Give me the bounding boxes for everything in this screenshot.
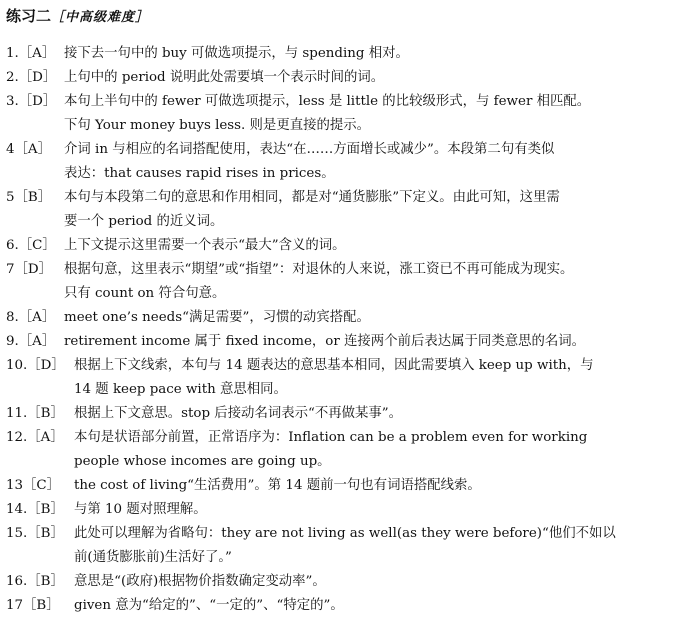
answer-number: 5［B］ <box>6 190 52 205</box>
explanation-line: the cost of living“生活费用”。第 14 题前一句也有词语搭配线索。 <box>74 478 481 493</box>
explanation-line: 本句上半句中的 fewer 可做选项提示，less 是 little 的比较级形式，与 fewer 相匹配。 <box>64 94 591 109</box>
answer-explanation <box>74 594 682 618</box>
answer-explanation <box>64 138 682 186</box>
answer-item <box>6 522 682 570</box>
answer-item <box>6 330 682 354</box>
explanation-line: given 意为“给定的”、“一定的”、“特定的”。 <box>74 598 344 613</box>
answer-explanation <box>74 570 682 594</box>
answer-item <box>6 234 682 258</box>
answer-number: 1.［A］ <box>6 46 56 61</box>
explanation-line: 14 题 keep pace with 意思相同。 <box>74 382 287 397</box>
answer-number: 15.［B］ <box>6 526 64 541</box>
answer-item <box>6 66 682 90</box>
explanation-line: 此处可以理解为省略句：they are not living as well(as they were before)“他们不如以 <box>74 526 616 541</box>
answer-number: 7［D］ <box>6 262 53 277</box>
answer-explanation <box>74 354 682 402</box>
answer-explanation <box>64 186 682 234</box>
answer-number: 10.［D］ <box>6 358 65 373</box>
answer-explanation <box>74 522 682 570</box>
answer-item <box>6 498 682 522</box>
section-header <box>6 6 682 28</box>
answer-explanation <box>74 498 682 522</box>
answer-number: 12.［A］ <box>6 430 64 445</box>
answer-explanation <box>64 42 682 66</box>
answer-item <box>6 186 682 234</box>
answer-number: 11.［B］ <box>6 406 64 421</box>
answer-number: 2.［D］ <box>6 70 57 85</box>
answer-explanation <box>74 402 682 426</box>
answer-number: 16.［B］ <box>6 574 64 589</box>
answer-explanation <box>64 66 682 90</box>
answer-item <box>6 42 682 66</box>
answer-item <box>6 258 682 306</box>
explanation-line: 根据句意，这里表示“期望”或“指望”：对退休的人来说，涨工资已不再可能成为现实。 <box>64 262 574 277</box>
answer-number: 4［A］ <box>6 142 51 157</box>
answer-list <box>6 42 682 618</box>
explanation-line: 要一个 period 的近义词。 <box>64 214 224 229</box>
explanation-line: 上下文提示这里需要一个表示“最大”含义的词。 <box>64 238 346 253</box>
explanation-line: 意思是“(政府)根据物价指数确定变动率”。 <box>74 574 326 589</box>
answer-number: 9.［A］ <box>6 334 56 349</box>
difficulty-label: ［中高级难度］ <box>51 10 150 25</box>
explanation-line: 上句中的 period 说明此处需要填一个表示时间的词。 <box>64 70 385 85</box>
answer-explanation <box>64 258 682 306</box>
answer-number: 17［B］ <box>6 598 60 613</box>
answer-number: 13［C］ <box>6 478 61 493</box>
explanation-line: people whose incomes are going up。 <box>74 454 331 469</box>
explanation-line: 表达：that causes rapid rises in prices。 <box>64 166 335 181</box>
explanation-line: 下句 Your money buys less. 则是更直接的提示。 <box>64 118 371 133</box>
answer-explanation <box>74 426 682 474</box>
answer-explanation <box>64 234 682 258</box>
answer-item <box>6 426 682 474</box>
answer-explanation <box>74 474 682 498</box>
explanation-line: meet one’s needs“满足需要”，习惯的动宾搭配。 <box>64 310 370 325</box>
explanation-line: 只有 count on 符合句意。 <box>64 286 226 301</box>
answer-item <box>6 402 682 426</box>
answer-item <box>6 90 682 138</box>
answer-item <box>6 474 682 498</box>
section-title: 练习二 <box>6 7 52 25</box>
answer-number: 14.［B］ <box>6 502 64 517</box>
explanation-line: 介词 in 与相应的名词搭配使用，表达“在……方面增长或减少”。本段第二句有类似 <box>64 142 555 157</box>
explanation-line: 根据上下文意思。stop 后接动名词表示“不再做某事”。 <box>74 406 403 421</box>
answer-item <box>6 354 682 402</box>
answer-number: 8.［A］ <box>6 310 56 325</box>
explanation-line: 本句与本段第二句的意思和作用相同，都是对“通货膨胀”下定义。由此可知，这里需 <box>64 190 560 205</box>
answer-item <box>6 306 682 330</box>
explanation-line: 前(通货膨胀前)生活好了。” <box>74 550 232 565</box>
answer-item <box>6 594 682 618</box>
answer-explanation <box>64 306 682 330</box>
answer-number: 3.［D］ <box>6 94 57 109</box>
explanation-line: 根据上下文线索，本句与 14 题表达的意思基本相同，因此需要填入 keep up with，与 <box>74 358 594 373</box>
answer-item <box>6 138 682 186</box>
answer-explanation <box>64 90 682 138</box>
explanation-line: retirement income 属于 fixed income，or 连接两个前后表达属于同类意思的名词。 <box>64 334 586 349</box>
answer-item <box>6 570 682 594</box>
explanation-line: 接下去一句中的 buy 可做选项提示，与 spending 相对。 <box>64 46 409 61</box>
answer-number: 6.［C］ <box>6 238 56 253</box>
answer-explanation <box>64 330 682 354</box>
explanation-line: 与第 10 题对照理解。 <box>74 502 207 517</box>
explanation-line: 本句是状语部分前置，正常语序为：Inflation can be a problem even for working <box>74 430 588 445</box>
